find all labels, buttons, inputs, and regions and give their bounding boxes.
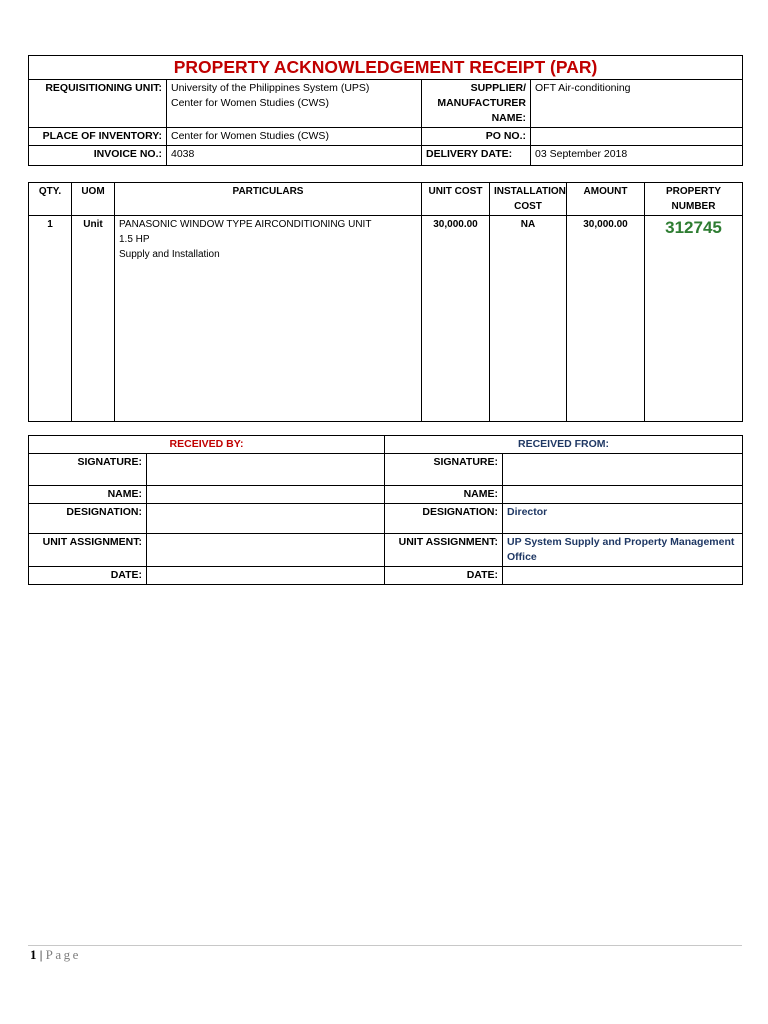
item-particulars xyxy=(115,216,422,422)
from-unit-assignment-field[interactable]: UP System Supply and Property Management Office xyxy=(503,534,743,567)
requisitioning-unit-line-1: University of the Philippines System (UPS) xyxy=(171,82,370,94)
item-particulars-line-3: Supply and Installation xyxy=(119,249,220,260)
table-row xyxy=(29,216,743,422)
po-no-value xyxy=(531,128,743,146)
col-header-particulars: PARTICULARS xyxy=(115,183,422,216)
invoice-no-label: INVOICE NO.: xyxy=(29,146,167,166)
page-word: Page xyxy=(45,947,81,962)
by-name-label: NAME: xyxy=(29,486,147,504)
from-date-label: DATE: xyxy=(385,567,503,585)
item-amount: 30,000.00 xyxy=(567,216,645,422)
invoice-no-value: 4038 xyxy=(167,146,422,166)
from-signature-label: SIGNATURE: xyxy=(385,454,503,486)
col-header-uom: UOM xyxy=(72,183,115,216)
from-unit-assignment-label: UNIT ASSIGNMENT: xyxy=(385,534,503,567)
col-header-qty: QTY. xyxy=(29,183,72,216)
from-name-field[interactable] xyxy=(503,486,743,504)
col-header-unit-cost: UNIT COST xyxy=(422,183,490,216)
by-name-field[interactable] xyxy=(147,486,385,504)
by-signature-label: SIGNATURE: xyxy=(29,454,147,486)
delivery-date-value: 03 September 2018 xyxy=(531,146,743,166)
page-separator: | xyxy=(39,947,43,962)
from-signature-field[interactable] xyxy=(503,454,743,486)
par-header-table xyxy=(28,55,743,166)
col-header-property-number: PROPERTY NUMBER xyxy=(645,183,743,216)
by-signature-field[interactable] xyxy=(147,454,385,486)
by-unit-assignment-field[interactable] xyxy=(147,534,385,567)
by-date-label: DATE: xyxy=(29,567,147,585)
from-designation-label: DESIGNATION: xyxy=(385,504,503,534)
col-header-amount: AMOUNT xyxy=(567,183,645,216)
from-name-label: NAME: xyxy=(385,486,503,504)
col-header-installation-cost: INSTALLATION COST xyxy=(490,183,567,216)
items-table xyxy=(28,182,743,422)
page-footer xyxy=(30,947,81,963)
from-date-field[interactable] xyxy=(503,567,743,585)
supplier-value: OFT Air-conditioning xyxy=(531,80,743,128)
received-by-header: RECEIVED BY: xyxy=(29,436,385,454)
by-date-field[interactable] xyxy=(147,567,385,585)
item-qty: 1 xyxy=(29,216,72,422)
footer-divider xyxy=(28,945,742,946)
place-of-inventory-label: PLACE OF INVENTORY: xyxy=(29,128,167,146)
by-designation-label: DESIGNATION: xyxy=(29,504,147,534)
received-from-header: RECEIVED FROM: xyxy=(385,436,743,454)
by-designation-field[interactable] xyxy=(147,504,385,534)
requisitioning-unit-line-2: Center for Women Studies (CWS) xyxy=(171,97,329,109)
from-designation-field[interactable]: Director xyxy=(503,504,743,534)
document-title: PROPERTY ACKNOWLEDGEMENT RECEIPT (PAR) xyxy=(29,56,743,80)
supplier-label: SUPPLIER/ MANUFACTURER NAME: xyxy=(422,80,531,128)
item-particulars-line-1: PANASONIC WINDOW TYPE AIRCONDITIONING UNIT xyxy=(119,219,372,230)
requisitioning-unit-value xyxy=(167,80,422,128)
property-number: 312745 xyxy=(665,218,722,237)
item-installation-cost: NA xyxy=(490,216,567,422)
item-uom: Unit xyxy=(72,216,115,422)
page-number: 1 xyxy=(30,947,37,962)
by-unit-assignment-label: UNIT ASSIGNMENT: xyxy=(29,534,147,567)
item-unit-cost: 30,000.00 xyxy=(422,216,490,422)
item-property-number-cell xyxy=(645,216,743,422)
po-no-label: PO NO.: xyxy=(422,128,531,146)
item-particulars-line-2: 1.5 HP xyxy=(119,234,150,245)
delivery-date-label: DELIVERY DATE: xyxy=(422,146,531,166)
signature-table xyxy=(28,435,743,585)
requisitioning-unit-label: REQUISITIONING UNIT: xyxy=(29,80,167,128)
place-of-inventory-value: Center for Women Studies (CWS) xyxy=(167,128,422,146)
